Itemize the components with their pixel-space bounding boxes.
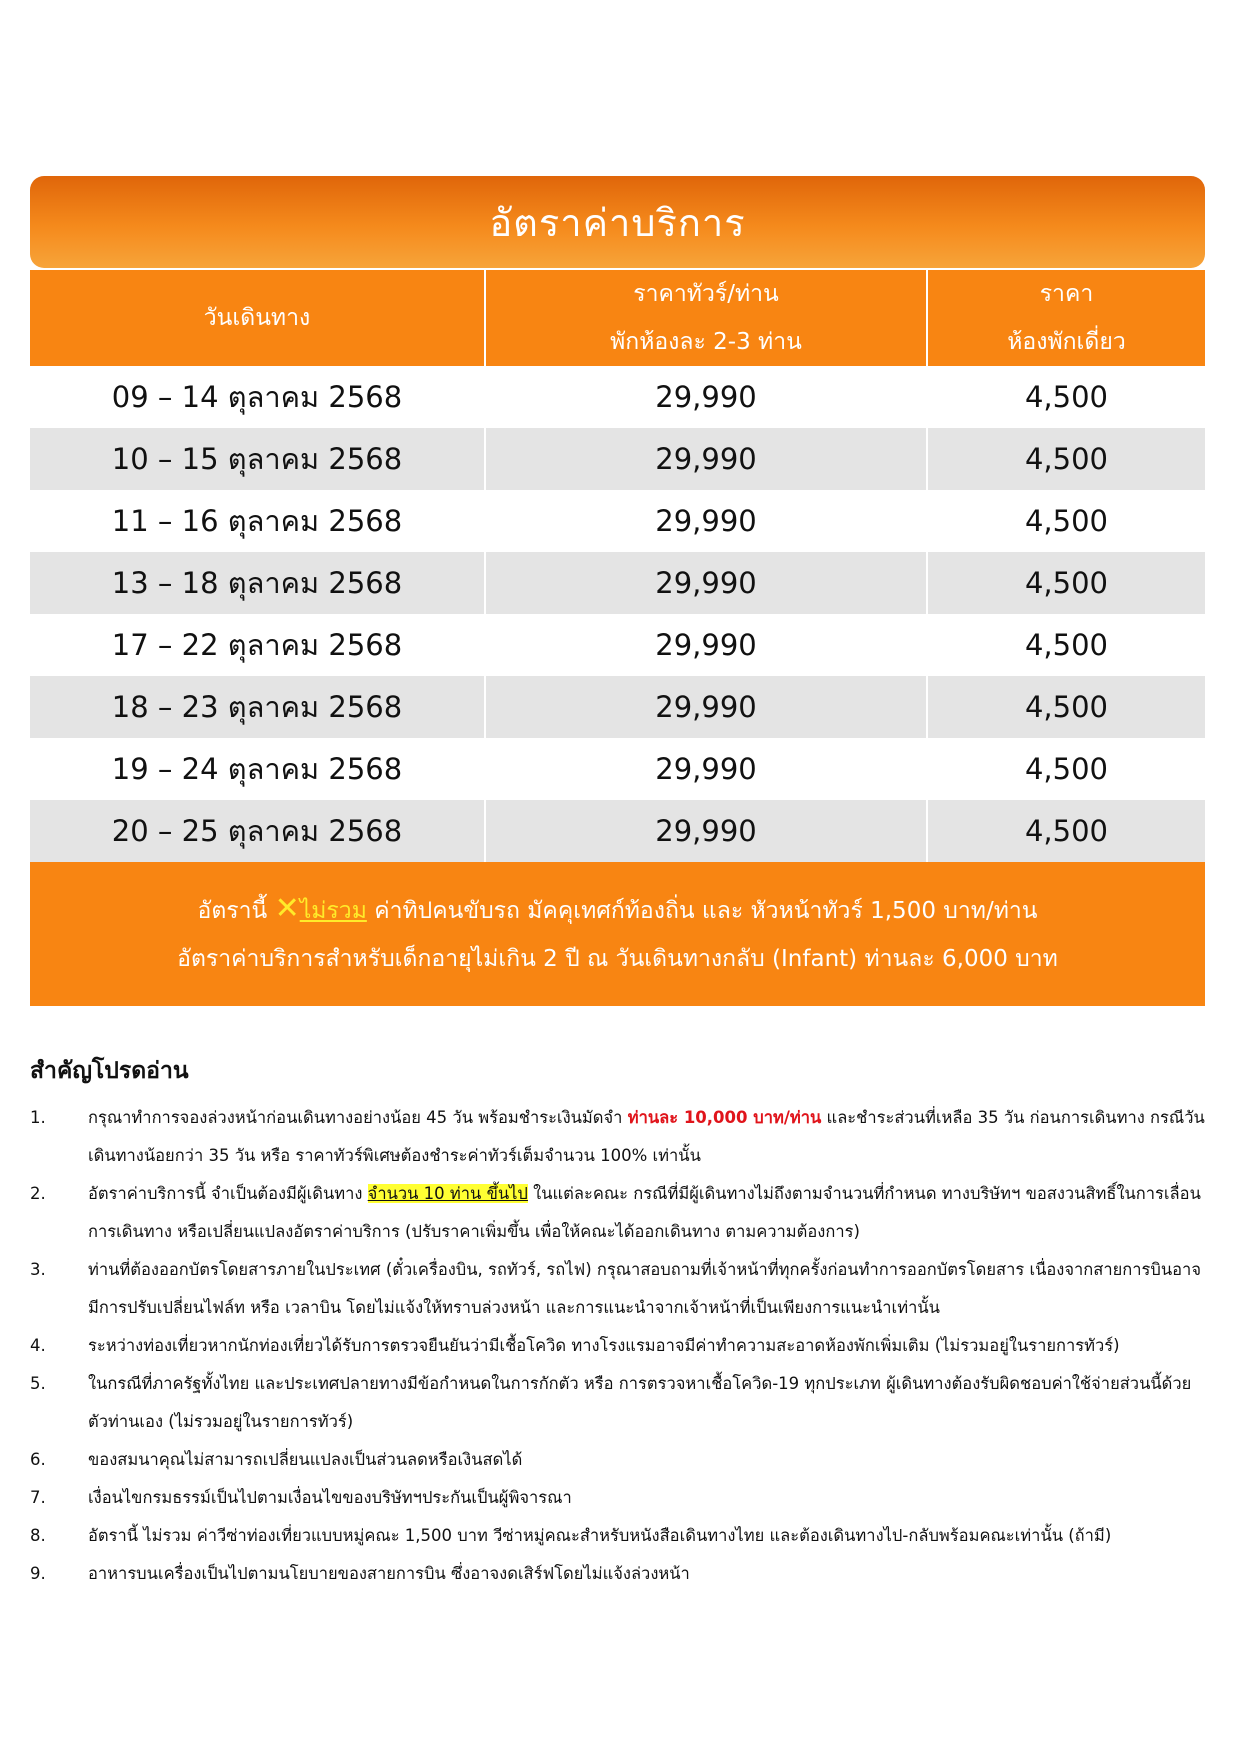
- x-mark-icon: ✕: [274, 891, 300, 926]
- list-item: 8. อัตรานี้ ไม่รวม ค่าวีซ่าท่องเที่ยวแบบหมู่คณะ 1,500 บาท วีซ่าหมู่คณะสำหรับหนังสือเดินทางไทย และต้องเดินทางไป-กลับพร้อมคณะเท่านั้น (ถ้ามี): [30, 1526, 1112, 1545]
- not-included-label: ไม่รวม: [299, 898, 367, 924]
- rates-table: [30, 270, 1205, 862]
- row-date: 10 – 15 ตุลาคม 2568: [30, 428, 485, 490]
- row-date: 11 – 16 ตุลาคม 2568: [30, 490, 485, 552]
- row-price: 29,990: [485, 614, 927, 676]
- row-date: 19 – 24 ตุลาคม 2568: [30, 738, 485, 800]
- row-date: 20 – 25 ตุลาคม 2568: [30, 800, 485, 862]
- row-single: 4,500: [927, 366, 1205, 428]
- row-price: 29,990: [485, 490, 927, 552]
- list-item: 6. ของสมนาคุณไม่สามารถเปลี่ยนแปลงเป็นส่วนลดหรือเงินสดได้: [30, 1450, 523, 1469]
- row-price: 29,990: [485, 428, 927, 490]
- table-row: [30, 366, 1205, 428]
- table-row: [30, 676, 1205, 738]
- row-single: 4,500: [927, 676, 1205, 738]
- row-single: 4,500: [927, 738, 1205, 800]
- table-row: [30, 552, 1205, 614]
- table-row: [30, 490, 1205, 552]
- table-row: [30, 738, 1205, 800]
- row-single: 4,500: [927, 800, 1205, 862]
- rates-header-row: [30, 270, 1205, 366]
- row-single: 4,500: [927, 614, 1205, 676]
- notes-list: [30, 1099, 1210, 1593]
- row-price: 29,990: [485, 738, 927, 800]
- row-date: 09 – 14 ตุลาคม 2568: [30, 366, 485, 428]
- row-price: 29,990: [485, 552, 927, 614]
- price-title: อัตราค่าบริการ: [489, 200, 746, 245]
- table-row: [30, 614, 1205, 676]
- row-single: 4,500: [927, 490, 1205, 552]
- row-date: 17 – 22 ตุลาคม 2568: [30, 614, 485, 676]
- note-line-1: อัตรานี้ ✕ไม่รวม ค่าทิปคนขับรถ มัคคุเทศก์ท้องถิ่น และ หัวหน้าทัวร์ 1,500 บาท/ท่าน: [197, 891, 1038, 926]
- note-line-2: อัตราค่าบริการสำหรับเด็กอายุไม่เกิน 2 ปี ณ วันเดินทางกลับ (Infant) ท่านละ 6,000 บาท: [177, 946, 1058, 972]
- important-notes: [30, 1053, 1210, 1593]
- price-section: [30, 176, 1205, 1006]
- row-date: 13 – 18 ตุลาคม 2568: [30, 552, 485, 614]
- list-item: 1. กรุณาทำการจองล่วงหน้าก่อนเดินทางอย่างน้อย 45 วัน พร้อมชำระเงินมัดจำ ท่านละ 10,000 บาท/ท่าน และชำระส่วนที่เหลือ 35 วัน ก่อนการเดินทาง กรณีวันเดินทางน้อยกว่า 35 วัน หรือ ราคาทัวร์พิเศษต้องชำระค่าทัวร์เต็มจำนวน 100% เท่านั้น: [30, 1108, 1205, 1165]
- rate-note-bar: [30, 862, 1205, 1006]
- table-row: [30, 428, 1205, 490]
- list-item: 3. ท่านที่ต้องออกบัตรโดยสารภายในประเทศ (ตั๋วเครื่องบิน, รถทัวร์, รถไฟ) กรุณาสอบถามที่เจ้าหน้าที่ทุกครั้งก่อนทำการออกบัตรโดยสาร เนื่องจากสายการบินอาจมีการปรับเปลี่ยนไฟล์ท หรือ เวลาบิน โดยไม่แจ้งให้ทราบล่วงหน้า และการแนะนำจากเจ้าหน้าที่เป็นเพียงการแนะนำเท่านั้น: [30, 1260, 1201, 1317]
- header-date: วันเดินทาง: [30, 270, 485, 366]
- list-item: 9. อาหารบนเครื่องเป็นไปตามนโยบายของสายการบิน ซึ่งอาจงดเสิร์ฟโดยไม่แจ้งล่วงหน้า: [30, 1564, 690, 1583]
- header-single-room: ราคา ห้องพักเดี่ยว: [927, 270, 1205, 366]
- price-title-bar: [30, 176, 1205, 268]
- table-row: [30, 800, 1205, 862]
- header-tour-price: ราคาทัวร์/ท่าน พักห้องละ 2-3 ท่าน: [485, 270, 927, 366]
- list-item: 7. เงื่อนไขกรมธรรม์เป็นไปตามเงื่อนไขของบริษัทฯประกันเป็นผู้พิจารณา: [30, 1488, 572, 1507]
- row-price: 29,990: [485, 366, 927, 428]
- list-item: 5. ในกรณีที่ภาครัฐทั้งไทย และประเทศปลายทางมีข้อกำหนดในการกักตัว หรือ การตรวจหาเชื้อโควิด-19 ทุกประเภท ผู้เดินทางต้องรับผิดชอบค่าใช้จ่ายส่วนนี้ด้วยตัวท่านเอง (ไม่รวมอยู่ในรายการทัวร์): [30, 1374, 1192, 1431]
- notes-heading: สำคัญโปรดอ่าน: [30, 1058, 189, 1084]
- row-date: 18 – 23 ตุลาคม 2568: [30, 676, 485, 738]
- list-item: 4. ระหว่างท่องเที่ยวหากนักท่องเที่ยวได้รับการตรวจยืนยันว่ามีเชื้อโควิด ทางโรงแรมอาจมีค่าทำความสะอาดห้องพักเพิ่มเติม (ไม่รวมอยู่ในรายการทัวร์): [30, 1336, 1120, 1355]
- row-price: 29,990: [485, 800, 927, 862]
- row-single: 4,500: [927, 552, 1205, 614]
- row-price: 29,990: [485, 676, 927, 738]
- list-item: 2. อัตราค่าบริการนี้ จำเป็นต้องมีผู้เดินทาง จำนวน 10 ท่าน ขึ้นไป ในแต่ละคณะ กรณีที่มีผู้เดินทางไม่ถึงตามจำนวนที่กำหนด ทางบริษัทฯ ขอสงวนสิทธิ์ในการเลื่อนการเดินทาง หรือเปลี่ยนแปลงอัตราค่าบริการ (ปรับราคาเพิ่มขึ้น เพื่อให้คณะได้ออกเดินทาง ตามความต้องการ): [30, 1184, 1201, 1241]
- row-single: 4,500: [927, 428, 1205, 490]
